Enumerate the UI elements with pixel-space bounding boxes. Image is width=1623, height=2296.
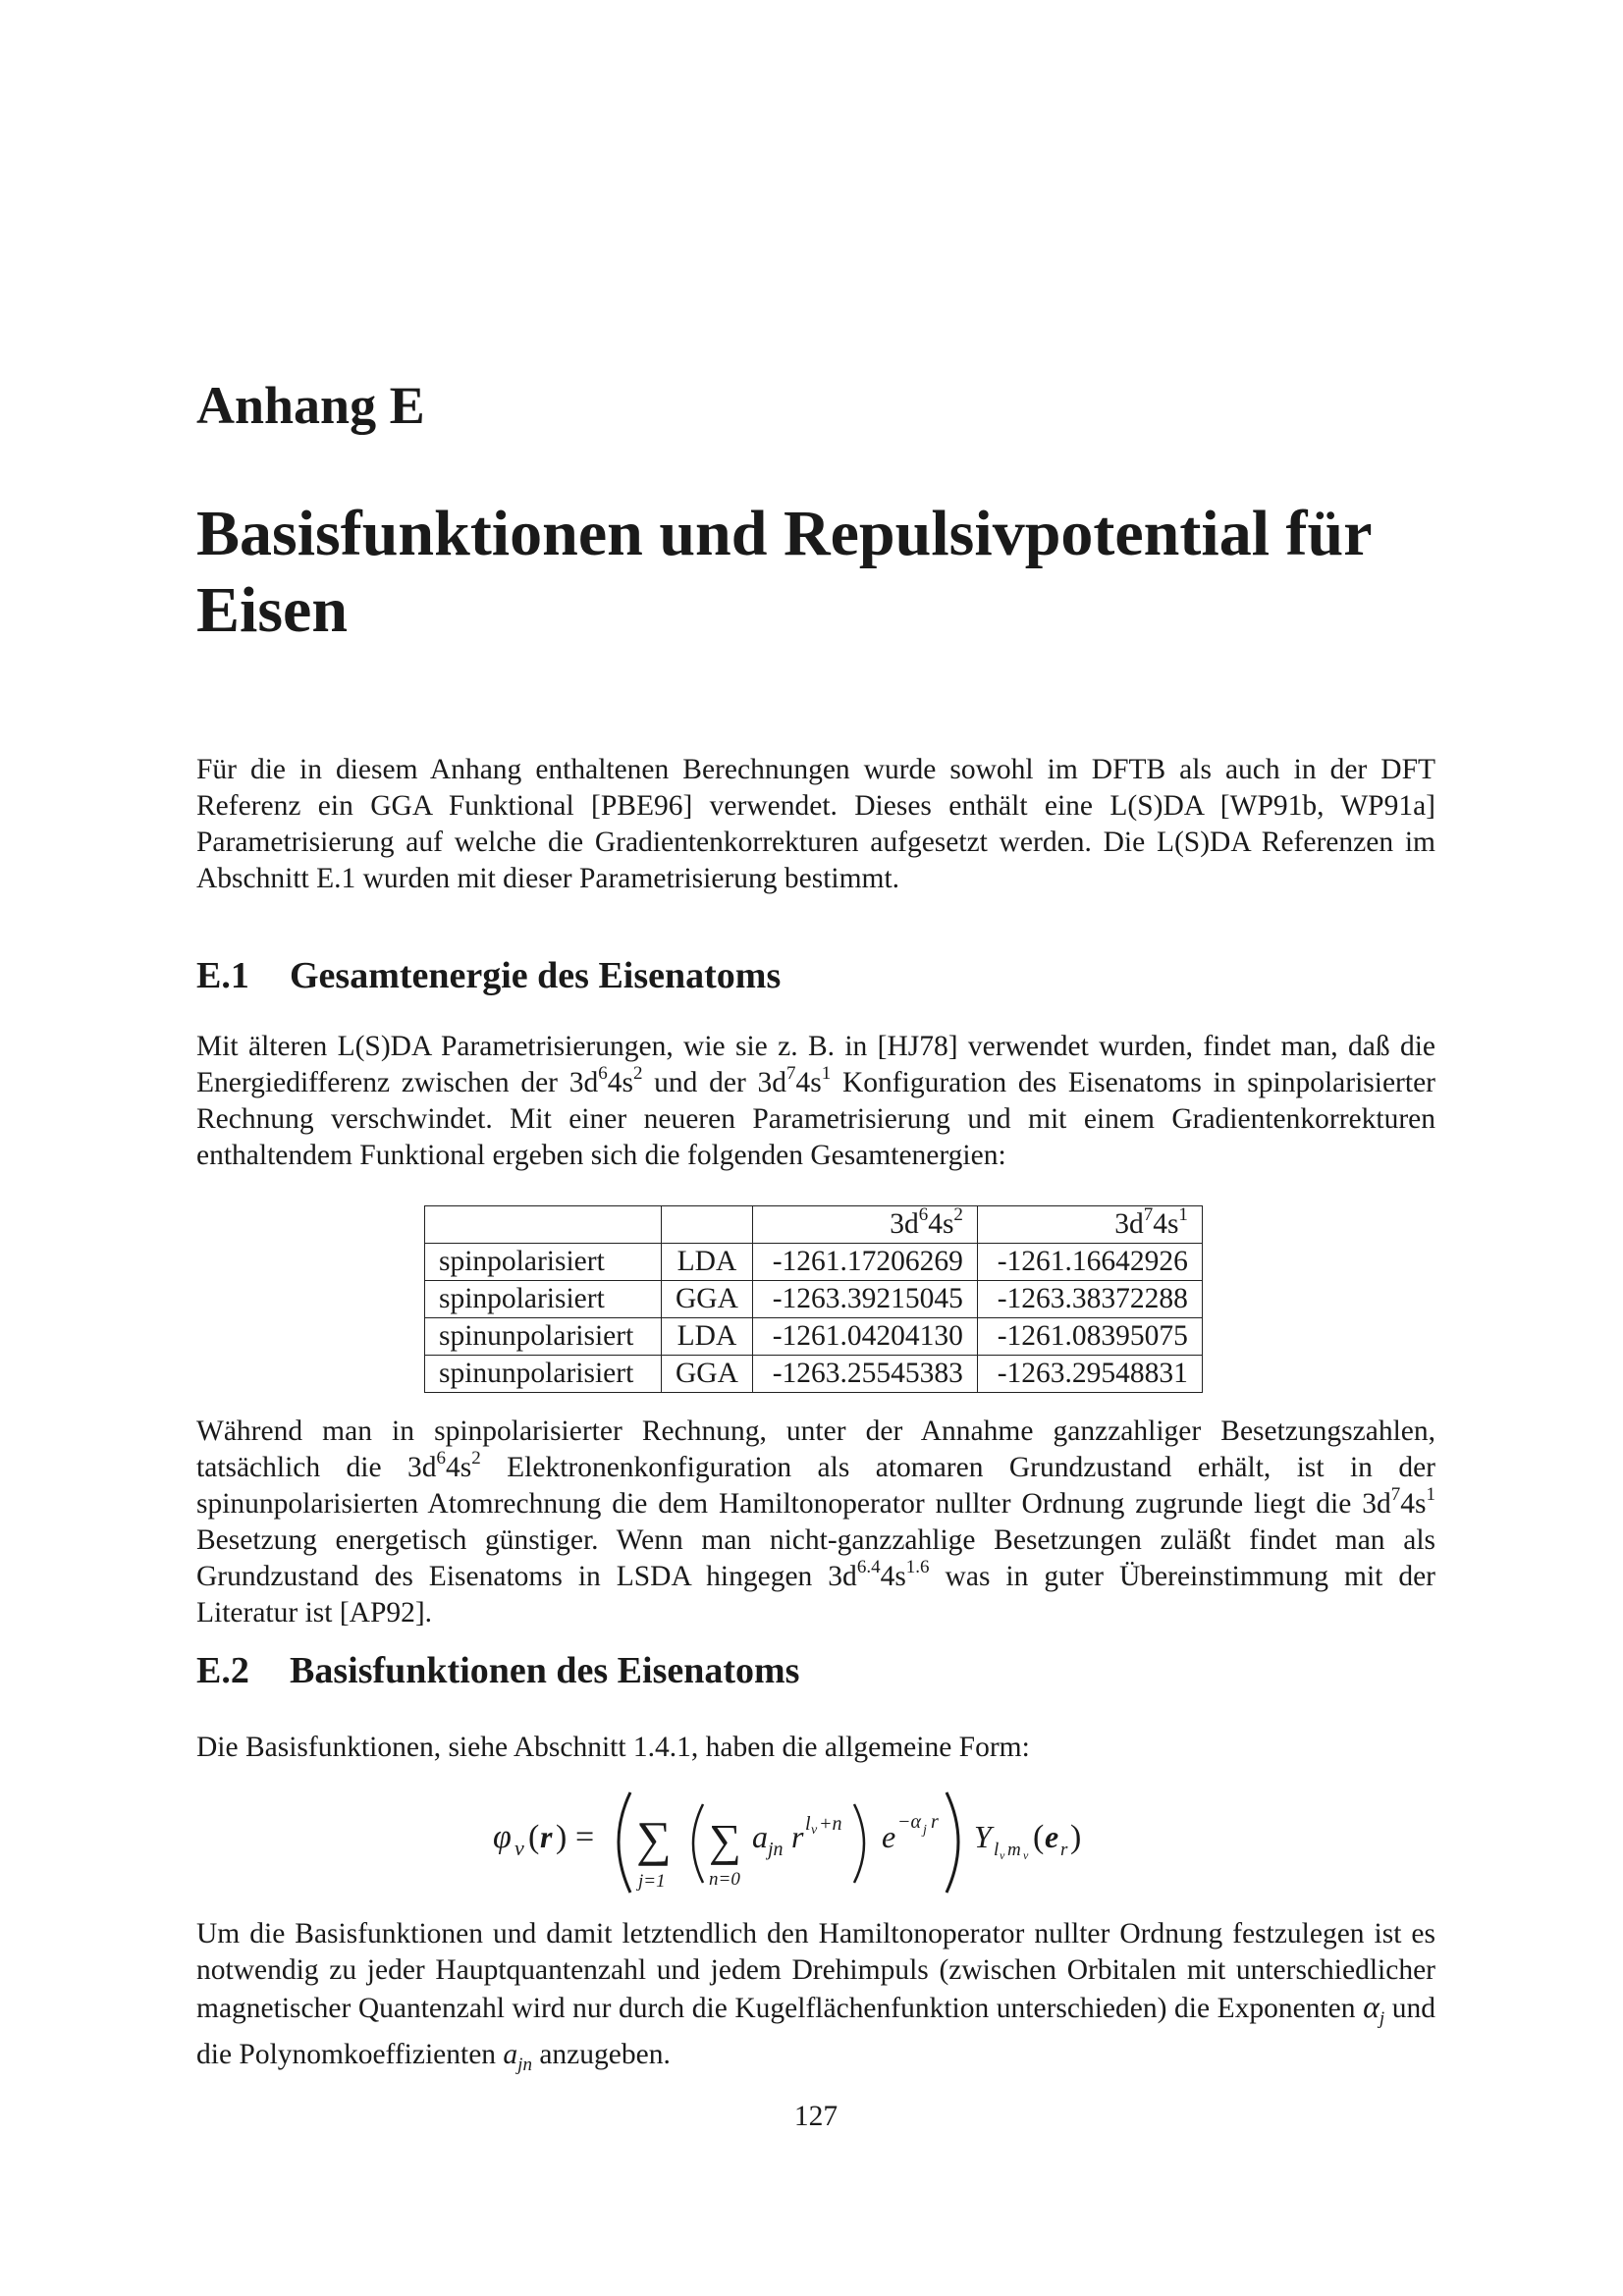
- svg-text:e: e: [882, 1819, 896, 1854]
- section-number: E.2: [196, 1650, 249, 1691]
- table-row: spinpolarisiert GGA -1263.39215045 -1263.38372288: [425, 1281, 1203, 1318]
- svg-text:j=1: j=1: [638, 1871, 666, 1892]
- svg-text:jn: jn: [768, 1839, 784, 1860]
- section-heading-e2: [196, 1649, 799, 1692]
- table-header-row: [425, 1206, 1203, 1244]
- svg-text:ν: ν: [811, 1823, 818, 1838]
- section-title: Basisfunktionen des Eisenatoms: [290, 1650, 800, 1691]
- svg-text:m: m: [1007, 1840, 1021, 1860]
- svg-text:Y: Y: [974, 1819, 992, 1854]
- energy-table: [424, 1205, 1203, 1393]
- svg-text:r: r: [931, 1811, 939, 1833]
- svg-text:l: l: [805, 1813, 811, 1835]
- svg-text:r: r: [1060, 1840, 1068, 1860]
- section1-paragraph1: Mit älteren L(S)DA Parametrisierungen, wie sie z. B. in [HJ78] verwendet wurden, findet man, daß die Energiedifferenz zwischen der $3d^64s^2$ und der $3d^74s^1$ Konfiguration des Eisenatoms in spinpolarisierter Rechnung verschwindet. Mit einer neueren Parametrisierung und mit einem Gradientenkorrekturen enthaltendem Funktional ergeben sich die folgenden Gesamtenergien:: [196, 1031, 1435, 1171]
- section-number: E.1: [196, 955, 249, 996]
- svg-text:=: =: [575, 1819, 595, 1855]
- svg-text:j: j: [923, 1823, 927, 1838]
- table-row: spinunpolarisiert GGA -1263.25545383 -1263.29548831: [425, 1356, 1203, 1393]
- svg-text:ν: ν: [1000, 1848, 1005, 1862]
- basis-function-formula: [481, 1785, 1227, 1902]
- chapter-label: Anhang E: [196, 376, 425, 435]
- svg-text:): ): [556, 1819, 568, 1855]
- section1-paragraph2: Während man in spinpolarisierter Rechnung, unter der Annahme ganzzahliger Besetzungszahlen, tatsächlich die $3d^64s^2$ Elektronenkonfiguration als atomaren Grundzustand erhält, ist in der spinunpolarisierten Atomrechnung die dem Hamiltonoperator nullter Ordnung zugrunde liegt die $3d^74s^1$ Besetzung energetisch günstiger. Wenn man nicht-ganzzahlige Besetzungen zuläßt findet man als Grundzustand des Eisenatoms in LSDA hingegen $3d^{6.4}4s^{1.6}$ was in guter Übereinstimmung mit der Literatur ist [AP92].: [196, 1415, 1436, 1629]
- section-heading-e1: [196, 954, 781, 997]
- svg-text:e: e: [1045, 1819, 1059, 1854]
- header-config-2: $3d^74s^1$: [977, 1206, 1202, 1244]
- svg-text:ν: ν: [514, 1836, 524, 1860]
- section2-paragraph1: Die Basisfunktionen, siehe Abschnitt 1.4.1, haben die allgemeine Form:: [196, 1732, 1030, 1763]
- table-row: spinpolarisiert LDA -1261.17206269 -1261.16642926: [425, 1244, 1203, 1281]
- svg-text:ν: ν: [1023, 1848, 1029, 1862]
- svg-text:(: (: [528, 1819, 540, 1855]
- svg-text:a: a: [752, 1819, 768, 1854]
- table-row: spinunpolarisiert LDA -1261.04204130 -1261.08395075: [425, 1318, 1203, 1356]
- svg-text:φ: φ: [493, 1819, 512, 1855]
- header-config-1: $3d^64s^2$: [752, 1206, 977, 1244]
- svg-text:r: r: [540, 1819, 553, 1854]
- intro-paragraph: Für die in diesem Anhang enthaltenen Berechnungen wurde sowohl im DFTB als auch in der DFT Referenz ein GGA Funktional [PBE96] verwendet. Dieses enthält eine L(S)DA [WP91b, WP91a] Parametrisierung auf welche die Gradientenkorrekturen aufgesetzt werden. Die L(S)DA Referenzen im Abschnitt E.1 wurden mit dieser Parametrisierung bestimmt.: [196, 754, 1435, 894]
- svg-text:(: (: [1033, 1819, 1045, 1855]
- svg-text:): ): [1070, 1819, 1082, 1855]
- page-number: 127: [793, 2101, 839, 2132]
- svg-text:∑: ∑: [709, 1815, 741, 1865]
- svg-text:−α: −α: [897, 1811, 921, 1833]
- section2-paragraph2: Um die Basisfunktionen und damit letztendlich den Hamiltonoperator nullter Ordnung festzulegen ist es notwendig zu jeder Hauptquantenzahl und jedem Drehimpuls (zwischen Orbitalen mit unterschiedlicher magnetischer Quantenzahl wird nur durch die Kugelflächenfunktion unterschieden) die Exponenten $\alpha_j$ und die Polynomkoeffizienten $a_{jn}$ anzugeben.: [196, 1918, 1436, 2075]
- svg-text:n=0: n=0: [709, 1869, 740, 1890]
- svg-text:+n: +n: [819, 1813, 842, 1835]
- svg-text:∑: ∑: [636, 1811, 672, 1866]
- section-title: Gesamtenergie des Eisenatoms: [290, 955, 782, 996]
- svg-text:l: l: [994, 1840, 1000, 1860]
- chapter-title: Basisfunktionen und Repulsivpotential für Eisen: [196, 498, 1372, 646]
- svg-text:r: r: [791, 1819, 804, 1854]
